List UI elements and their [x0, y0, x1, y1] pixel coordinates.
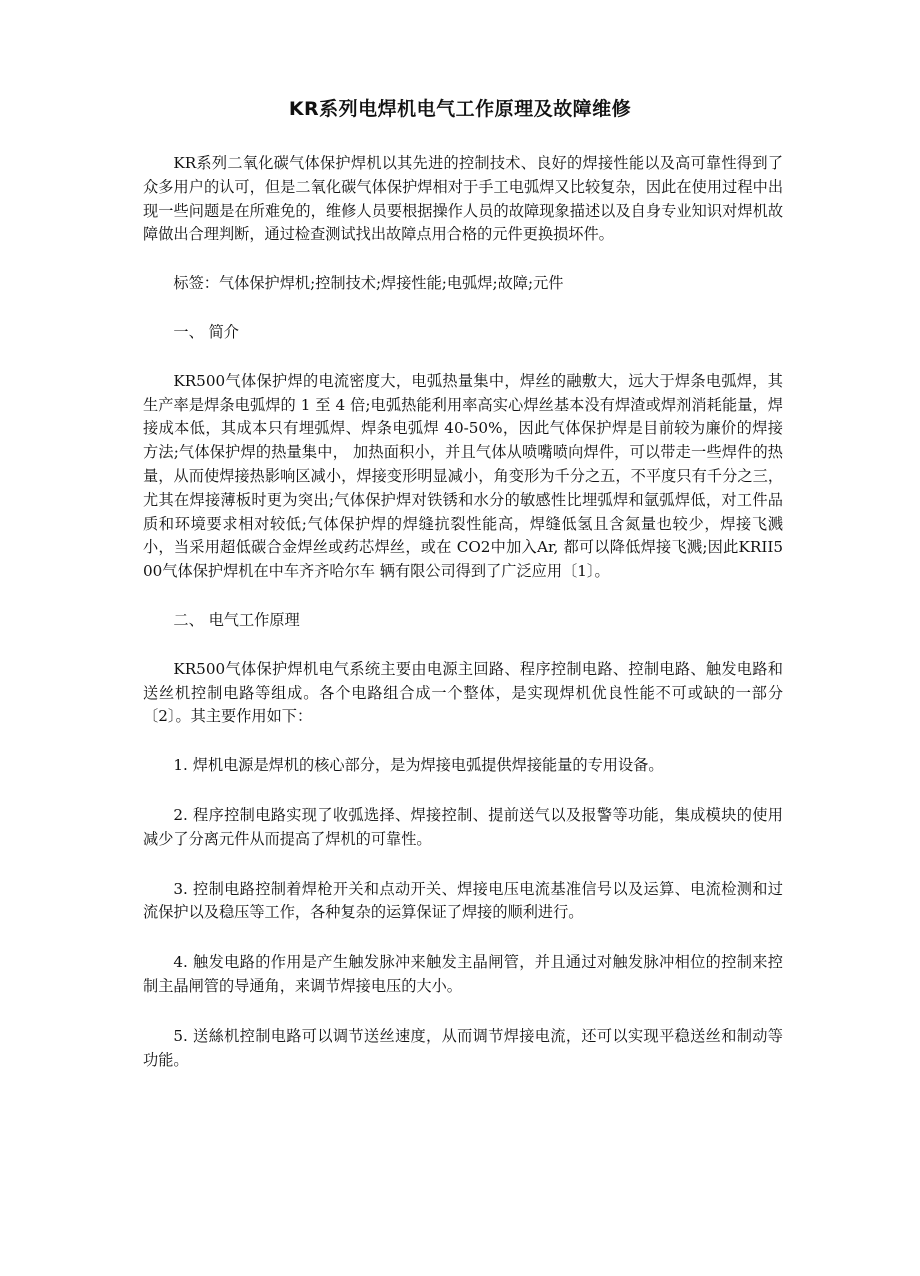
- list-item: 5. 送絲机控制电路可以调节送丝速度，从而调节焊接电流，还可以实现平稳送丝和制动等功能。: [143, 1026, 783, 1069]
- list-item: 2. 程序控制电路实现了收弧选择、焊接控制、提前送气以及报警等功能，集成模块的使用减少了分离元件从而提高了焊机的可靠性。: [143, 805, 783, 848]
- list-item: 1. 焊机电源是焊机的核心部分，是为焊接电弧提供焊接能量的专用设备。: [173, 756, 664, 775]
- section-heading-electrical-principle: 二、 电气工作原理: [173, 610, 300, 629]
- keywords-paragraph: 标签：气体保护焊机;控制技术;焊接性能;电弧焊;故障;元件: [173, 274, 564, 293]
- list-item: 3. 控制电路控制着焊枪开关和点动开关、焊接电压电流基准信号以及运算、电流检测和过流保护以及稳压等工作，各种复杂的运算保证了焊接的顺利进行。: [143, 879, 783, 922]
- list-item: 4. 触发电路的作用是产生触发脉冲来触发主晶闸管，并且通过对触发脉冲相位的控制来控制主晶闸管的导通角，来调节焊接电压的大小。: [143, 953, 783, 995]
- electrical-system-paragraph: KR500气体保护焊机电气系统主要由电源主回路、程序控制电路、控制电路、触发电路和送丝机控制电路等组成。各个电路组合成一个整体，是实现焊机优良性能不可或缺的一部分〔2〕。其主要作用如下：: [143, 659, 783, 726]
- intro-paragraph: KR系列二氧化碳气体保护焊机以其先进的控制技术、良好的焊接性能以及高可靠性得到了众多用户的认可，但是二氧化碳气体保护焊相对于手工电弧焊又比较复杂，因此在使用过程中出现一些问题是在所难免的，维修人员要根据操作人员的故障现象描述以及自身专业知识对焊机故障做出合理判断，通过检查测试找出故障点用合格的元件更换损坏件。: [143, 154, 783, 244]
- document-body: [143, 152, 783, 1098]
- section-heading-introduction: 一、 简介: [173, 322, 239, 341]
- document-title: KR系列电焊机电气工作原理及故障维修: [288, 98, 632, 120]
- introduction-paragraph: KR500气体保护焊的电流密度大，电弧热量集中，焊丝的融敷大，远大于焊条电弧焊，其生产率是焊条电弧焊的 1 至 4 倍;电弧热能利用率高实心焊丝基本没有焊渣或焊剂消耗能量，焊接成本低，其成本只有埋弧焊、焊条电弧焊 40-50%，因此气体保护焊是目前较为廉价的焊接方法;气体保护焊的热量集中， 加热面积小，并且气体从喷嘴喷向焊件，可以带走一些焊件的热量，从而使焊接热影响区减小，焊接变形明显减小，角变形为千分之五，不平度只有千分之三，尤其在焊接薄板时更为突出;气体保护焊对铁锈和水分的敏感性比埋弧焊和氩弧焊低，对工件品质和环境要求相对较低;气体保护焊的焊缝抗裂性能高，焊缝低氢且含氮量也较少，焊接飞溅小，当采用超低碳合金焊丝或药芯焊丝，或在 CO2中加入Ar, 都可以降低焊接飞溅;因此KRII500气体保护焊机在中车齐齐哈尔车 辆有限公司得到了广泛应用〔1〕。: [143, 371, 783, 581]
